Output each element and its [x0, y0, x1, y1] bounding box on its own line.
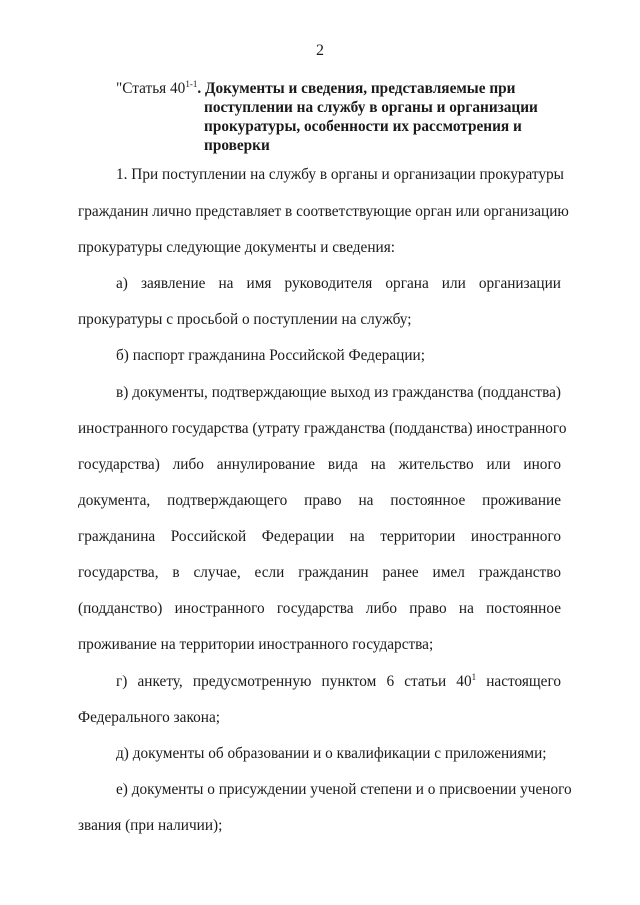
item-g-line-1 [116, 671, 561, 693]
item-e-line-1: е) документы о присуждении ученой степени и о присвоении ученого [116, 781, 572, 798]
footnote-superscript: 1 [471, 672, 477, 682]
item-g-text [116, 673, 476, 690]
item-a-line-2: прокуратуры с просьбой о поступлении на службу; [78, 311, 412, 328]
heading-line-4: проверки [204, 137, 270, 154]
article-prefix: "Статья 40 [116, 80, 186, 97]
paragraph-1-line-3: прокуратуры следующие документы и сведения: [78, 239, 396, 256]
item-v-line-4: документа, подтверждающего право на постоянное проживание [78, 492, 561, 509]
item-e-line-2: звания (при наличии); [78, 817, 223, 834]
article-heading [116, 79, 576, 155]
item-v-line-6: государства, в случае, если гражданин ранее имел гражданство [78, 564, 561, 581]
item-g-text-end: настоящего [486, 673, 561, 690]
heading-line-2: поступлении на службу в органы и организации [204, 99, 538, 116]
item-g-line-2: Федерального закона; [78, 709, 220, 726]
item-v-line-2: иностранного государства (утрату гражданства (подданства) иностранного [78, 420, 567, 437]
item-v-line-1: в) документы, подтверждающие выход из гражданства (подданства) [116, 384, 561, 401]
item-v-line-5: гражданина Российской Федерации на территории иностранного [78, 528, 561, 545]
paragraph-1-line-1: 1. При поступлении на службу в органы и организации прокуратуры [116, 166, 564, 183]
page-number: 2 [316, 42, 324, 59]
heading-line-3: прокуратуры, особенности их рассмотрения и [204, 118, 522, 135]
item-v-line-8: проживание на территории иностранного государства; [78, 636, 434, 653]
item-b-line-1: б) паспорт гражданина Российской Федерации; [116, 347, 425, 364]
article-title-part-1: . Документы и сведения, представляемые при [197, 80, 516, 97]
item-v-line-7: (подданство) иностранного государства либо право на постоянное [78, 600, 561, 617]
item-d-line-1: д) документы об образовании и о квалификации с приложениями; [116, 745, 547, 762]
item-a-line-1: а) заявление на имя руководителя органа или организации [116, 275, 561, 292]
paragraph-1-line-2: гражданин лично представляет в соответствующие орган или организацию [78, 203, 569, 220]
heading-line-1 [116, 79, 576, 98]
article-superscript: 1-1 [185, 79, 198, 89]
item-v-line-3: государства) либо аннулирование вида на жительство или иного [78, 456, 561, 473]
item-g-text-main: г) анкету, предусмотренную пунктом 6 статьи 40 [116, 673, 472, 690]
